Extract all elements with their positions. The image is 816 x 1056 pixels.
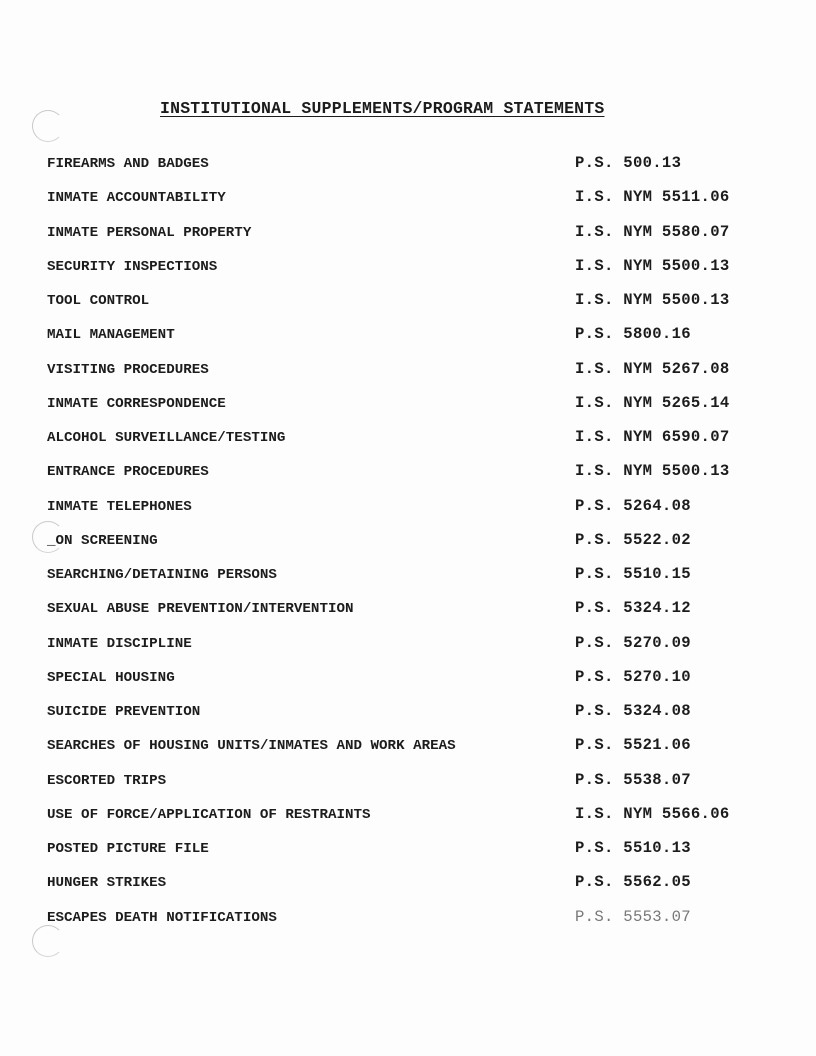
entry-code: I.S. NYM 5500.13 <box>575 291 730 309</box>
entry-code: P.S. 5510.13 <box>575 839 691 857</box>
list-item <box>47 188 777 222</box>
entry-code: P.S. 5562.05 <box>575 873 691 892</box>
entry-name: INMATE TELEPHONES <box>47 498 192 515</box>
entry-name: INMATE DISCIPLINE <box>47 635 192 652</box>
entry-code: P.S. 5521.06 <box>575 736 691 755</box>
list-item <box>47 428 777 462</box>
entry-code: P.S. 5538.07 <box>575 770 691 789</box>
entries-list <box>47 154 777 942</box>
entry-code: P.S. 5510.15 <box>575 565 691 583</box>
entry-code: I.S. NYM 5580.07 <box>575 222 730 241</box>
entry-name: ENTRANCE PROCEDURES <box>47 464 209 481</box>
entry-name: INMATE PERSONAL PROPERTY <box>47 224 252 241</box>
entry-code: I.S. NYM 5267.08 <box>575 359 730 378</box>
entry-code: I.S. NYM 5265.14 <box>575 393 730 412</box>
entry-code: P.S. 5264.08 <box>575 496 691 515</box>
list-item <box>47 771 777 805</box>
page-title: INSTITUTIONAL SUPPLEMENTS/PROGRAM STATEMENTS <box>160 99 605 118</box>
entry-name: HUNGER STRIKES <box>47 875 167 892</box>
list-item <box>47 497 777 531</box>
entry-name: SUICIDE PREVENTION <box>47 704 201 720</box>
entry-name: ALCOHOL SURVEILLANCE/TESTING <box>47 430 286 446</box>
entry-code: I.S. NYM 6590.07 <box>575 428 730 446</box>
entry-name: POSTED PICTURE FILE <box>47 841 209 857</box>
entry-code: P.S. 500.13 <box>575 154 682 172</box>
list-item <box>47 291 777 325</box>
list-item <box>47 223 777 257</box>
entry-name: ESCAPES DEATH NOTIFICATIONS <box>47 909 277 926</box>
list-item <box>47 702 777 736</box>
entry-name: USE OF FORCE/APPLICATION OF RESTRAINTS <box>47 806 371 823</box>
list-item <box>47 325 777 359</box>
entry-name: SEXUAL ABUSE PREVENTION/INTERVENTION <box>47 601 354 618</box>
entry-code: P.S. 5324.12 <box>575 599 691 618</box>
list-item <box>47 736 777 770</box>
entry-name: TOOL CONTROL <box>47 293 150 309</box>
entry-code: I.S. NYM 5511.06 <box>575 188 730 207</box>
entry-code: I.S. NYM 5500.13 <box>575 256 730 275</box>
entry-name: FIREARMS AND BADGES <box>47 156 209 172</box>
entry-name: SEARCHING/DETAINING PERSONS <box>47 567 277 583</box>
list-item <box>47 531 777 565</box>
list-item <box>47 462 777 496</box>
entry-code: P.S. 5553.07 <box>575 907 691 926</box>
entry-name: SECURITY INSPECTIONS <box>47 258 218 275</box>
entry-name: SPECIAL HOUSING <box>47 669 175 686</box>
entry-code: P.S. 5324.08 <box>575 702 691 720</box>
list-item <box>47 599 777 633</box>
entry-name: INMATE CORRESPONDENCE <box>47 395 226 412</box>
list-item <box>47 873 777 907</box>
entry-name: _ON SCREENING <box>47 532 158 549</box>
entry-name: MAIL MANAGEMENT <box>47 327 175 344</box>
list-item <box>47 565 777 599</box>
list-item <box>47 908 777 942</box>
list-item <box>47 805 777 839</box>
list-item <box>47 634 777 668</box>
entry-code: I.S. NYM 5566.06 <box>575 804 730 823</box>
list-item <box>47 839 777 873</box>
list-item <box>47 257 777 291</box>
entry-code: P.S. 5270.09 <box>575 633 691 652</box>
entry-name: VISITING PROCEDURES <box>47 361 209 378</box>
entry-name: INMATE ACCOUNTABILITY <box>47 190 226 207</box>
list-item <box>47 360 777 394</box>
punch-hole-mark-top <box>32 110 64 142</box>
entry-name: SEARCHES OF HOUSING UNITS/INMATES AND WORK AREAS <box>47 738 456 755</box>
list-item <box>47 668 777 702</box>
list-item <box>47 154 777 188</box>
entry-code: P.S. 5270.10 <box>575 667 691 686</box>
list-item <box>47 394 777 428</box>
entry-name: ESCORTED TRIPS <box>47 772 167 789</box>
entry-code: P.S. 5800.16 <box>575 325 691 344</box>
entry-code: P.S. 5522.02 <box>575 530 691 549</box>
entry-code: I.S. NYM 5500.13 <box>575 462 730 481</box>
